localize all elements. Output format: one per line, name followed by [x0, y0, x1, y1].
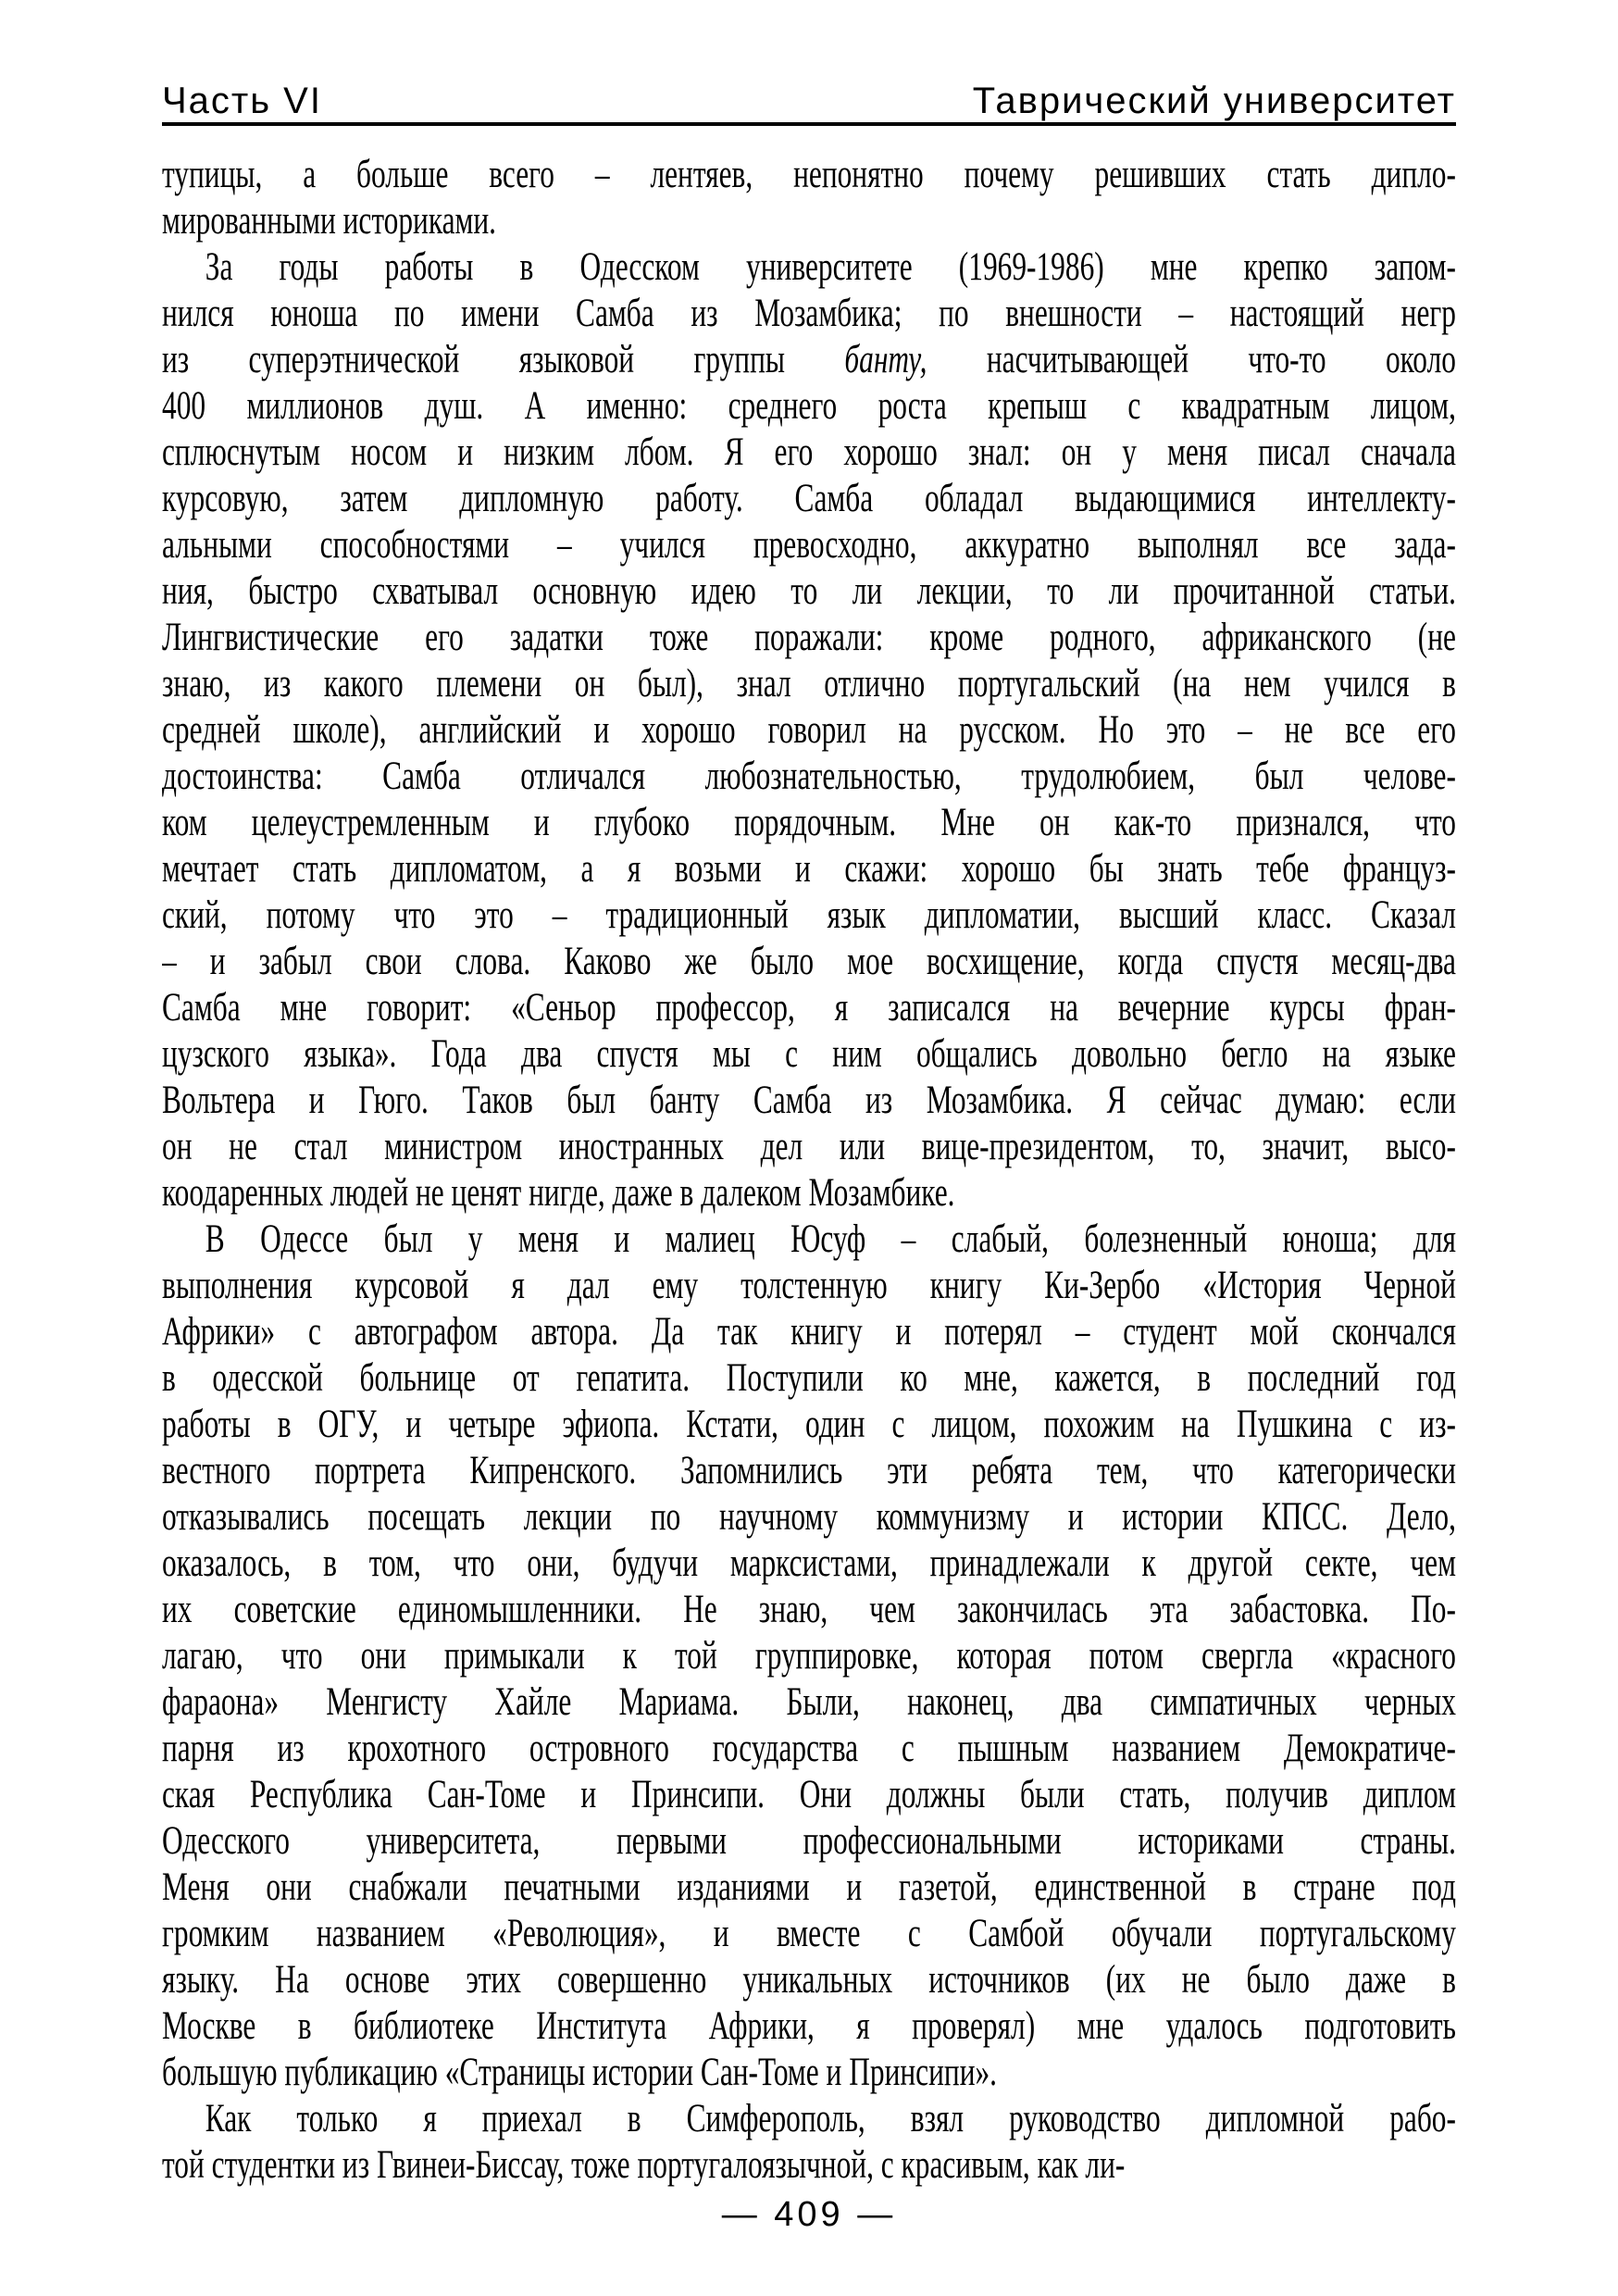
text-line: той студентки из Гвинеи-Биссау, тоже португалоязычной, с красивым, как ли-: [162, 2143, 1126, 2187]
text-line: Одесского университета, первыми профессиональными историками страны.: [162, 1819, 1456, 1863]
text-line: За годы работы в Одесском университете (1969-1986) мне крепко запом-: [205, 245, 1456, 289]
page-footer: [162, 2194, 1456, 2235]
text-line: знаю, из какого племени он был), знал отлично португальский (на нем учился в: [162, 662, 1456, 705]
text-line: работы в ОГУ, и четыре эфиопа. Кстати, один с лицом, похожим на Пушкина с из-: [162, 1403, 1456, 1446]
italic-term: банту,: [844, 338, 927, 381]
text-line: цузского языка». Года два спустя мы с ним общались довольно бегло на языке: [162, 1032, 1456, 1076]
text-line: альными способностями – учился превосходно, аккуратно выполнял все зада-: [162, 523, 1456, 567]
text-line: из суперэтнической языковой группы банту, насчитывающей что-то около: [162, 338, 1456, 381]
text-line: сплюснутым носом и низким лбом. Я его хорошо знал: он у меня писал сначала: [162, 430, 1456, 474]
header-part-label: Часть VI: [162, 81, 322, 121]
text-line: лагаю, что они примыкали к той группировке, которая потом свергла «красного: [162, 1634, 1456, 1678]
running-header: [162, 81, 1456, 120]
text-line: 400 миллионов душ. А именно: среднего роста крепыш с квадратным лицом,: [162, 384, 1456, 428]
text-line: Вольтера и Гюго. Таков был банту Самба из Мозамбика. Я сейчас думаю: если: [162, 1079, 1456, 1122]
text-line: он не стал министром иностранных дел или вице-президентом, то, значит, высо-: [162, 1125, 1456, 1168]
text-line: языку. На основе этих совершенно уникальных источников (их не было даже в: [162, 1958, 1456, 2002]
text-line: отказывались посещать лекции по научному коммунизму и истории КПСС. Дело,: [162, 1495, 1456, 1539]
header-rule: [162, 122, 1456, 126]
text-line: ком целеустремленным и глубоко порядочным. Мне он как-то признался, что: [162, 801, 1456, 844]
text-line: громким названием «Революция», и вместе с Самбой обучали португальскому: [162, 1912, 1456, 1955]
text-line: Лингвистические его задатки тоже поражали: кроме родного, африканского (не: [162, 616, 1456, 659]
text-line: средней школе), английский и хорошо говорил на русском. Но это – не все его: [162, 708, 1456, 752]
text-line: нился юноша по имени Самба из Мозамбика; по внешности – настоящий негр: [162, 292, 1456, 335]
text-line: – и забыл свои слова. Каково же было мое восхищение, когда спустя месяц-два: [162, 940, 1456, 983]
text-line: большую публикацию «Страницы истории Сан-Томе и Принсипи».: [162, 2051, 998, 2094]
text-line: Как только я приехал в Симферополь, взял руководство дипломной рабо-: [205, 2097, 1456, 2140]
text-line: выполнения курсовой я дал ему толстенную книгу Ки-Зербо «История Черной: [162, 1264, 1456, 1307]
text-line: Африки» с автографом автора. Да так книгу и потерял – студент мой скончался: [162, 1310, 1456, 1354]
text-line: оказалось, в том, что они, будучи марксистами, принадлежали к другой секте, чем: [162, 1541, 1456, 1585]
text-line: достоинства: Самба отличался любознательностью, трудолюбием, был челове-: [162, 755, 1456, 798]
text-line: вестного портрета Кипренского. Запомнились эти ребята тем, что категорически: [162, 1449, 1456, 1492]
text-line: курсовую, затем дипломную работу. Самба обладал выдающимися интеллекту-: [162, 477, 1456, 520]
text-line: ская Республика Сан-Томе и Принсипи. Они должны были стать, получив диплом: [162, 1773, 1456, 1816]
text-line: мированными историками.: [162, 199, 497, 243]
header-chapter-title: Таврический университет: [972, 81, 1456, 121]
text-line: Меня они снабжали печатными изданиями и газетой, единственной в стране под: [162, 1866, 1456, 1909]
text-line: мечтает стать дипломатом, а я возьми и скажи: хорошо бы знать тебе француз-: [162, 847, 1456, 891]
text-line: парня из крохотного островного государства с пышным названием Демократиче-: [162, 1727, 1456, 1770]
text-line: ния, быстро схватывал основную идею то ли лекции, то ли прочитанной статьи.: [162, 569, 1456, 613]
text-line: их советские единомышленники. Не знаю, чем закончилась эта забастовка. По-: [162, 1588, 1456, 1631]
text-line: тупицы, а больше всего – лентяев, непонятно почему решивших стать дипло-: [162, 153, 1456, 196]
text-line: Самба мне говорит: «Сеньор профессор, я записался на вечерние курсы фран-: [162, 986, 1456, 1029]
text-line: Москве в библиотеке Института Африки, я проверял) мне удалось подготовить: [162, 2004, 1456, 2048]
text-line: фараона» Менгисту Хайле Мариама. Были, наконец, два симпатичных черных: [162, 1680, 1456, 1724]
page-number: — 409 —: [721, 2195, 897, 2234]
text-line: В Одессе был у меня и малиец Юсуф – слабый, болезненный юноша; для: [205, 1217, 1456, 1261]
text-line: ский, потому что это – традиционный язык дипломатии, высший класс. Сказал: [162, 893, 1456, 937]
body-text: [162, 152, 1456, 2189]
text-line: в одесской больнице от гепатита. Поступили ко мне, кажется, в последний год: [162, 1356, 1456, 1400]
text-line: коодаренных людей не ценят нигде, даже в далеком Мозамбике.: [162, 1171, 955, 1215]
